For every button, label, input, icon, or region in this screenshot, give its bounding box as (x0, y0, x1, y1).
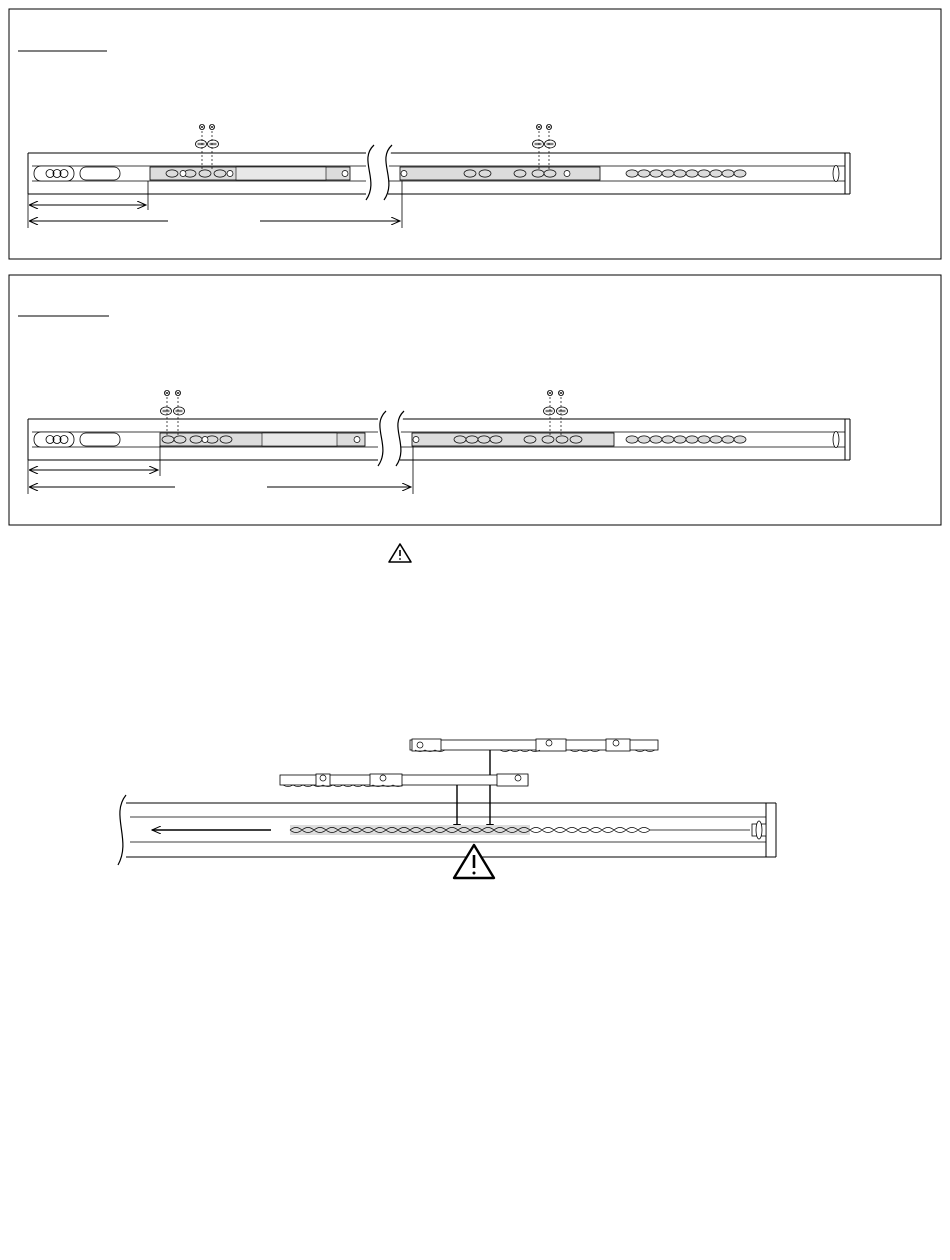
panel-1 (9, 9, 941, 259)
trolley-left (150, 167, 350, 180)
warning-icon-small (389, 544, 411, 562)
chain-detail (118, 739, 776, 865)
break-mark-icon (378, 411, 404, 466)
dimension-lines (28, 181, 402, 228)
screw-set-right (544, 390, 568, 437)
idler-pulley (34, 166, 120, 181)
trolley-left (160, 433, 365, 446)
screw-set-right (533, 124, 556, 170)
chain-segment-upper (410, 739, 658, 752)
panel-2 (9, 275, 941, 525)
drive-chain (626, 432, 839, 448)
trolley-right (400, 167, 600, 180)
chain-segment-lower (280, 774, 528, 787)
break-mark-icon (366, 145, 392, 200)
idler-pulley (34, 432, 120, 447)
warning-icon-large (454, 845, 494, 878)
trolley-right (412, 433, 614, 446)
drive-chain (626, 166, 839, 182)
screw-set-left (196, 124, 219, 170)
screw-set-left (161, 390, 185, 437)
washer-icon (196, 140, 207, 148)
screw-icon (199, 124, 204, 129)
dimension-lines (28, 446, 413, 494)
